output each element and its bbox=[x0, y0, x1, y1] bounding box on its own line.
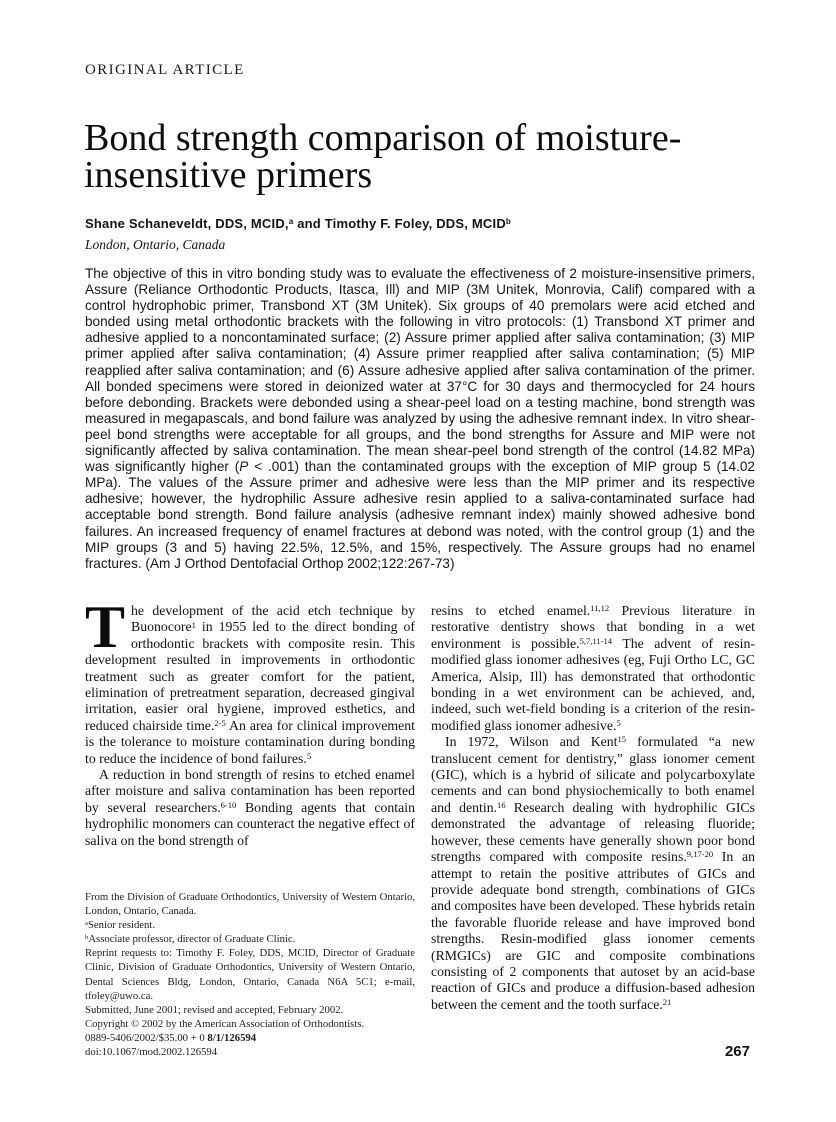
authors-line: Shane Schaneveldt, DDS, MCID,$^a$ and Timothy F. Foley, DDS, MCID$^b$ bbox=[85, 216, 512, 231]
dropcap-letter: T bbox=[85, 594, 126, 660]
article-title-line-2: insensitive primers bbox=[84, 154, 373, 196]
footnote-reprint-requests: Reprint requests to: Timothy F. Foley, DDS, MCID, Director of Graduate Clinic, Division of Graduate Orthodontics, University of Western Ontario, Dental Sciences Bldg, London, Ontario, Canada N6A 5C1; e-mail, tfoley@uwo.ca. bbox=[85, 947, 415, 1002]
footnote-doi: doi:10.1067/mod.2002.126594 bbox=[85, 1046, 218, 1059]
footnote-submission-dates: Submitted, June 2001; revised and accepted, February 2002. bbox=[85, 1003, 344, 1016]
body-paragraph: In 1972, Wilson and Kent$^{15}$ formulated “a new translucent cement for dentistry,” glass ionomer cement (GIC), which is a hybrid of silicate and polycarboxylate cements and can bond physiochemically to both enamel and dentin.$^{16}$ Research dealing with hydrophilic GICs demonstrated the advantage of releasing fluoride; however, these cements have generally shown poor bond strengths compared with composite resins.$^{9,17-20}$ In an attempt to retain the positive attributes of GICs and provide adequate bond strength, combinations of GICs and composites have been developed. These hybrids retain the favorable fluoride release and have improved bond strengths. Resin-modified glass ionomer cements (RMGICs) are GIC and composite combinations consisting of 2 components that autoset by an acid-base reaction of GICs and produce a diffusion-based adhesion between the cement and the tooth surface.$^{21}$ bbox=[431, 734, 755, 1012]
footnote-copyright: Copyright © 2002 by the American Association of Orthodontists. bbox=[85, 1017, 365, 1030]
article-title bbox=[84, 117, 682, 196]
footnote-author-a: $^a$Senior resident. bbox=[85, 919, 156, 932]
article-title-line-1: Bond strength comparison of moisture- bbox=[84, 117, 682, 159]
body-paragraph: A reduction in bond strength of resins to etched enamel after moisture and saliva contamination has been reported by several researchers.$^{6-10}$ Bonding agents that contain hydrophilic monomers can counteract the negative effect of saliva on the bond strength of bbox=[85, 767, 415, 848]
footnote-issn-code: 0889-5406/2002/$35.00 + 0 8/1/126594 bbox=[85, 1031, 257, 1044]
body-continued-paragraph: resins to etched enamel.$^{11,12}$ Previous literature in restorative dentistry shows that bonding in a wet environment is possible.$^{5,7,11-14}$ The advent of resin-modified glass ionomer adhesives (eg, Fuji Ortho LC, GC America, Alsip, Ill) has demonstrated that orthodontic bonding in a wet environment can be achieved, and, indeed, such wet-field bonding is a criterion of the resin-modified glass ionomer adhesive.$^5$ bbox=[431, 603, 755, 733]
article-type-label: ORIGINAL ARTICLE bbox=[85, 62, 245, 78]
footnotes-block bbox=[85, 890, 415, 1059]
abstract-paragraph: The objective of this in vitro bonding study was to evaluate the effectiveness of 2 moisture-insensitive primers, Assure (Reliance Orthodontic Products, Itasca, Ill) and MIP (3M Unitek, Monrovia, Calif) compared with a control hydrophobic primer, Transbond XT (3M Unitek). Six groups of 40 premolars were acid etched and bonded using metal orthodontic brackets with the following in vitro protocols: (1) Transbond XT primer and adhesive applied to a noncontaminated surface; (2) Assure primer applied after saliva contamination; (3) MIP primer applied after saliva contamination; (4) Assure primer reapplied after saliva contamination; (5) MIP reapplied after saliva contamination; and (6) Assure adhesive applied after saliva contamination of the primer. All bonded specimens were stored in deionized water at 37°C for 30 days and thermocycled for 24 hours before debonding. Brackets were debonded using a shear-peel load on a testing machine, bond strength was measured in megapascals, and bond failure was analyzed by using the adhesive remnant index. In vitro shear-peel bond strengths were acceptable for all groups, and the bond strengths for Assure and MIP were not significantly affected by saliva contamination. The mean shear-peel bond strength of the control (14.82 MPa) was significantly higher (P < .001) than the contaminated groups with the exception of MIP group 5 (14.02 MPa). The values of the Assure primer and adhesive were less than the MIP primer and its respective adhesive; however, the hydrophilic Assure adhesive resin applied to a saliva-contaminated surface had acceptable bond strength. Bond failure analysis (adhesive remnant index) mainly showed adhesive bond failures. An increased frequency of enamel fractures at debond was noted, with the control group (1) and the MIP groups (3 and 5) having 22.5%, 12.5%, and 15%, respectively. The Assure groups had no enamel fractures. (Am J Orthod Dentofacial Orthop 2002;122:267-73) bbox=[85, 266, 755, 571]
footnote-affiliation: From the Division of Graduate Orthodontics, University of Western Ontario, London, Ontario, Canada. bbox=[85, 891, 415, 918]
affiliation-city: London, Ontario, Canada bbox=[85, 237, 226, 252]
body-right-column bbox=[431, 603, 755, 1013]
body-opening-paragraph bbox=[85, 594, 415, 767]
footnote-author-b: $^b$Associate professor, director of Graduate Clinic. bbox=[85, 933, 296, 946]
page-number: 267 bbox=[724, 1043, 750, 1060]
body-opening-paragraph-text: he development of the acid etch technique by Buonocore$^1$ in 1955 led to the direct bonding of orthodontic brackets with composite resin. This development resulted in improvements in orthodontic treatment such as greater comfort for the patient, elimination of pretreatment separation, decreased gingival irritation, easier oral hygiene, improved esthetics, and reduced chairside time.$^{2-5}$ An area for clinical improvement is the tolerance to moisture contamination during bonding to reduce the incidence of bond failures.$^5$ bbox=[85, 603, 415, 766]
